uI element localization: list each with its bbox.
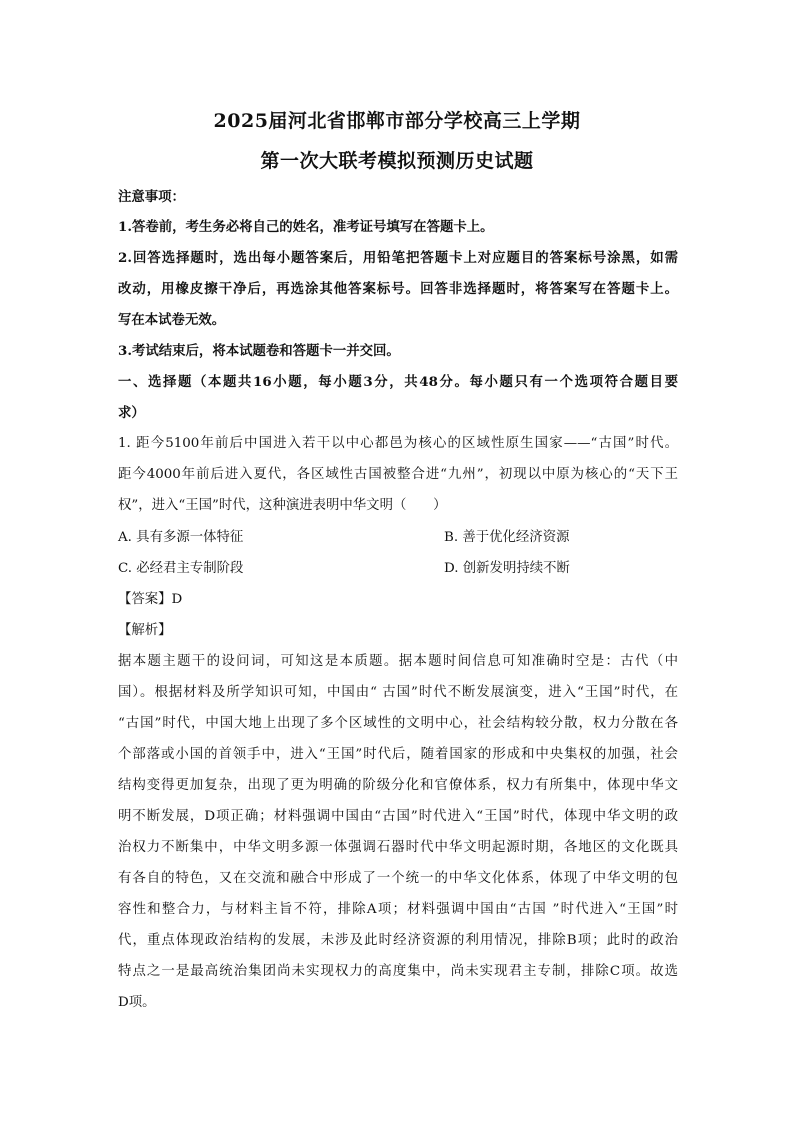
analysis-line: 据本题主题干的设问词，可知这是本质题。据本题时间信息可知准确时空是：古代（中 [118, 654, 678, 669]
analysis-line: 结构变得更加复杂，出现了更为明确的阶级分化和官僚体系，权力有所集中，体现中华文 [118, 778, 678, 793]
option-c: C. 必经君主专制阶段 [118, 561, 244, 576]
notice-item-3: 3.考试结束后，将本试题卷和答题卡一并交回。 [118, 343, 400, 359]
analysis-line: 容性和整合力，与材料主旨不符，排除A项；材料强调中国由“古国 ”时代进入“王国”时 [118, 902, 678, 917]
question-1-stem-line-1: 1. 距今5100年前后中国进入若干以中心都邑为核心的区域性原生国家——“古国”时代。 [118, 436, 678, 451]
question-1-stem-line-3: 权”，进入“王国”时代，这种演进表明中华文明（ ） [118, 498, 447, 513]
analysis-line: 治权力不断集中，中华文明多源一体强调石器时代中华文明起源时期，各地区的文化既具 [118, 840, 678, 855]
notice-item-2-line-1: 2.回答选择题时，选出每小题答案后，用铅笔把答题卡上对应题目的答案标号涂黑，如需 [118, 250, 678, 266]
analysis-line: 个部落或小国的首领手中，进入“王国”时代后，随着国家的形成和中央集权的加强，社会 [118, 747, 678, 762]
notice-item-1: 1.答卷前，考生务必将自己的姓名，准考证号填写在答题卡上。 [118, 219, 494, 235]
notice-item-2-line-2: 改动，用橡皮擦干净后，再选涂其他答案标号。回答非选择题时，将答案写在答题卡上。 [118, 281, 678, 297]
analysis-line: D项。 [118, 995, 156, 1010]
analysis-line: 代，重点体现政治结构的发展，未涉及此时经济资源的利用情况，排除B项；此时的政治 [118, 933, 678, 948]
analysis-line: 有各自的特色，又在交流和融合中形成了一个统一的中华文化体系，体现了中华文明的包 [118, 871, 678, 886]
question-1-stem-line-2: 距今4000年前后进入夏代，各区域性古国被整合进“九州”，初现以中原为核心的“天下王 [118, 467, 678, 482]
analysis-label: 【解析】 [118, 623, 172, 638]
section-heading-line-2: 求） [118, 405, 145, 421]
notice-item-2-line-3: 写在本试卷无效。 [118, 312, 226, 328]
answer-label: 【答案】D [118, 592, 183, 607]
analysis-line: 特点之一是最高统治集团尚未实现权力的高度集中，尚未实现君主专制，排除C项。故选 [118, 964, 678, 979]
analysis-line: 国）。根据材料及所学知识可知，中国由“ 古国”时代不断发展演变，进入“王国”时代，在 [118, 685, 678, 700]
option-d: D. 创新发明持续不断 [444, 561, 570, 576]
option-a: A. 具有多源一体特征 [118, 530, 244, 545]
section-heading-line-1: 一、选择题（本题共16小题，每小题3分，共48分。每小题只有一个选项符合题目要 [118, 374, 678, 390]
exam-title-line-1: 2025届河北省邯郸市部分学校高三上学期 [213, 110, 581, 132]
notice-heading: 注意事项： [118, 189, 185, 205]
option-b: B. 善于优化经济资源 [444, 530, 570, 545]
analysis-line: 明不断发展，D项正确；材料强调中国由“古国”时代进入“王国”时代，体现中华文明的政 [118, 809, 678, 824]
exam-title-line-2: 第一次大联考模拟预测历史试题 [260, 150, 534, 172]
analysis-line: “古国”时代，中国大地上出现了多个区域性的文明中心，社会结构较分散，权力分散在各 [118, 716, 678, 731]
